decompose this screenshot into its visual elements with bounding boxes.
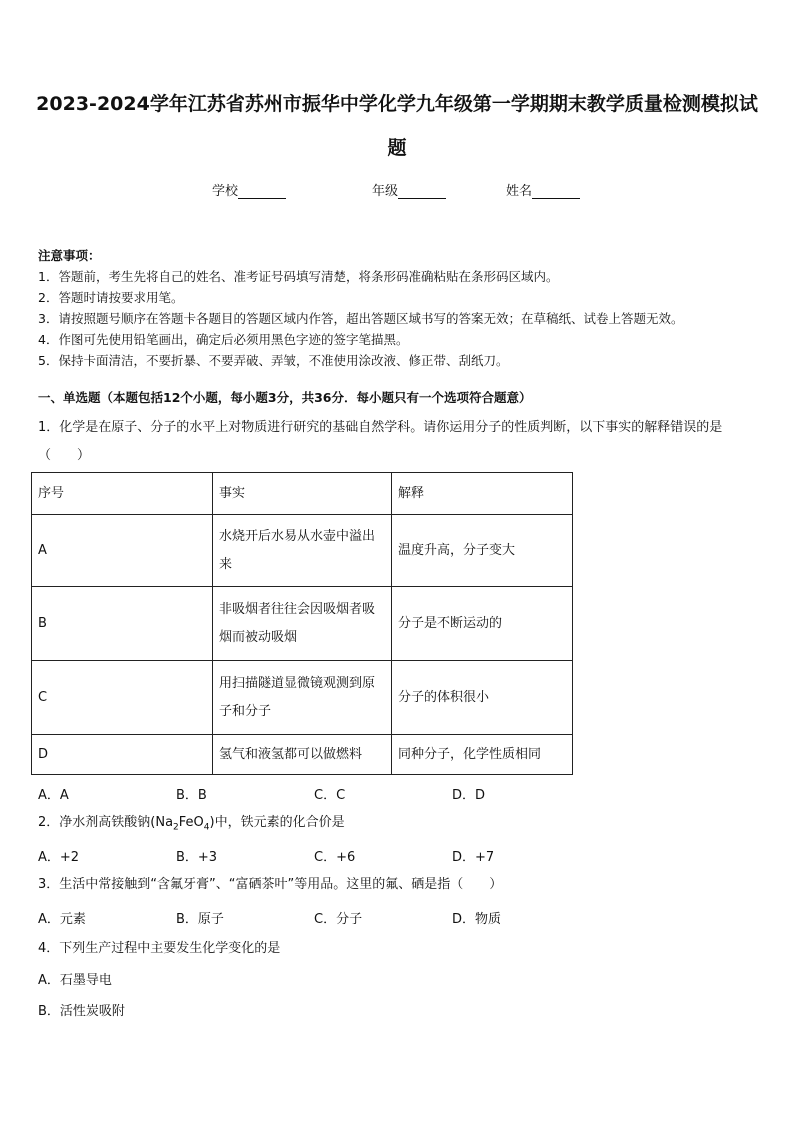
table-cell-explain: 温度升高，分子变大 — [392, 515, 573, 587]
notes-item: 5．保持卡面清洁，不要折暴、不要弄破、弄皱，不准使用涂改液、修正带、刮纸刀。 — [38, 353, 509, 368]
table-cell-explain: 分子是不断运动的 — [392, 587, 573, 661]
question-1-stem: 1．化学是在原子、分子的水平上对物质进行研究的基础自然学科。请你运用分子的性质判断，以下事实的解释错误的是（ ） — [38, 420, 723, 463]
option-d[interactable]: D．物质 — [452, 912, 502, 927]
table-cell-no: C — [32, 661, 213, 735]
grade-field — [372, 180, 446, 199]
table-cell-explain: 同种分子，化学性质相同 — [392, 735, 573, 775]
table-cell-explain: 分子的体积很小 — [392, 661, 573, 735]
option-a[interactable]: A．元素 — [38, 912, 86, 927]
table-row — [32, 515, 573, 587]
q2-stem-part: FeO — [178, 815, 204, 830]
table-header-row — [32, 473, 573, 515]
notes-item: 4．作图可先使用铅笔画出，确定后必须用黑色字迹的签字笔描黑。 — [38, 332, 409, 347]
table-header-cell: 序号 — [32, 473, 213, 515]
school-field — [212, 180, 286, 199]
q2-subscript: 2 — [173, 822, 179, 833]
notes-heading: 注意事项： — [38, 248, 101, 263]
option-b[interactable]: B．活性炭吸附 — [38, 1004, 125, 1019]
question-3-options — [38, 908, 758, 930]
option-a[interactable]: A．+2 — [38, 850, 80, 865]
school-label: 学校 — [212, 184, 239, 199]
option-b[interactable]: B．B — [176, 788, 207, 803]
section-title — [38, 388, 532, 408]
option-c[interactable]: C．分子 — [314, 912, 363, 927]
table-cell-fact: 水烧开后水易从水壶中溢出来 — [213, 515, 392, 587]
table-header-cell: 事实 — [213, 473, 392, 515]
option-c[interactable]: C．C — [314, 788, 346, 803]
name-field — [506, 180, 580, 199]
school-blank — [238, 184, 286, 199]
option-b[interactable]: B．+3 — [176, 850, 218, 865]
name-label: 姓名 — [506, 184, 533, 199]
table-row — [32, 735, 573, 775]
option-d[interactable]: D．D — [452, 788, 486, 803]
option-c[interactable]: C．+6 — [314, 850, 356, 865]
q2-stem-part: )中，铁元素的化合价是 — [209, 815, 345, 830]
table-cell-fact: 非吸烟者往往会因吸烟者吸烟而被动吸烟 — [213, 587, 392, 661]
notes-item: 1．答题前，考生先将自己的姓名、准考证号码填写清楚，将条形码准确粘贴在条形码区域内。 — [38, 269, 559, 284]
table-cell-fact: 氢气和液氢都可以做燃料 — [213, 735, 392, 775]
table-cell-no: A — [32, 515, 213, 587]
grade-blank — [398, 184, 446, 199]
question-2-options — [38, 846, 758, 868]
section-label: 一、单选题 — [38, 390, 101, 405]
exam-title: 2023-2024学年江苏省苏州市振华中学化学九年级第一学期期末教学质量检测模拟试题 — [36, 93, 758, 159]
question-3-stem: 3．生活中常接触到“含氟牙膏”、“富硒茶叶”等用品。这里的氟、硒是指（ ） — [38, 877, 503, 892]
q2-stem-part: 2．净水剂高铁酸钠(Na — [38, 815, 174, 830]
section-desc: （本题包括12个小题，每小题3分，共36分．每小题只有一个选项符合题意） — [100, 390, 532, 405]
notes-block — [38, 245, 768, 371]
name-blank — [532, 184, 580, 199]
notes-item: 3．请按照题号顺序在答题卡各题目的答题区域内作答，超出答题区域书写的答案无效；在草稿纸、试卷上答题无效。 — [38, 311, 684, 326]
table-cell-no: B — [32, 587, 213, 661]
question-1-table — [31, 472, 573, 775]
table-cell-no: D — [32, 735, 213, 775]
question-2-stem — [38, 812, 758, 839]
option-a[interactable]: A．石墨导电 — [38, 973, 112, 988]
table-header-cell: 解释 — [392, 473, 573, 515]
student-info-row — [0, 180, 794, 200]
grade-label: 年级 — [372, 184, 399, 199]
option-d[interactable]: D．+7 — [452, 850, 495, 865]
option-b[interactable]: B．原子 — [176, 912, 224, 927]
table-cell-fact: 用扫描隧道显微镜观测到原子和分子 — [213, 661, 392, 735]
table-row — [32, 661, 573, 735]
notes-item: 2．答题时请按要求用笔。 — [38, 290, 184, 305]
option-a[interactable]: A．A — [38, 788, 69, 803]
table-row — [32, 587, 573, 661]
q2-subscript: 4 — [203, 822, 210, 833]
question-4-stem: 4．下列生产过程中主要发生化学变化的是 — [38, 941, 281, 956]
question-1-options — [38, 784, 758, 806]
